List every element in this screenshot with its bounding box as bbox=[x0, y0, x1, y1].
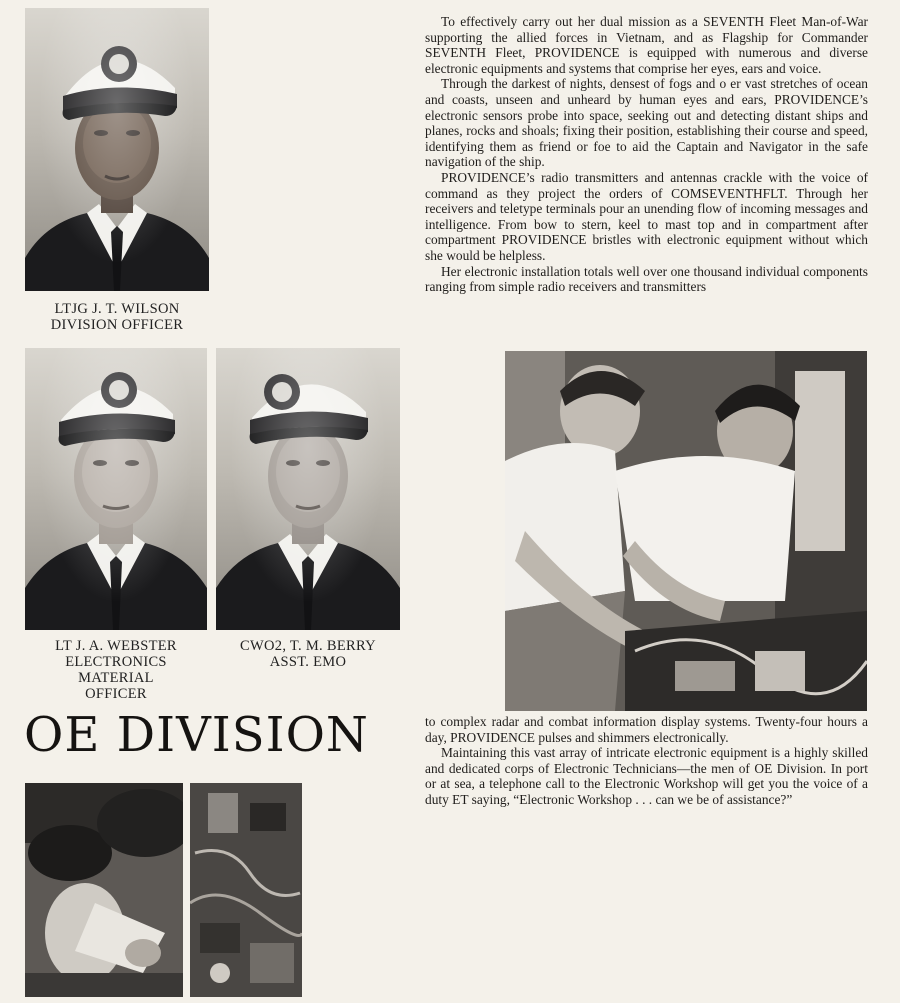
caption-line: CWO2, T. M. BERRY bbox=[240, 638, 376, 654]
caption-line: ELECTRONICS bbox=[65, 654, 167, 670]
caption-line: MATERIAL bbox=[78, 670, 154, 686]
division-title: OE DIVISION bbox=[24, 707, 369, 763]
portrait-webster-caption bbox=[25, 638, 207, 702]
article-paragraph: Her electronic installation totals well over one thousand individual components ranging from simple radio receivers and transmitters bbox=[425, 263, 868, 295]
article-upper-column bbox=[425, 14, 868, 295]
portrait-wilson-caption bbox=[25, 301, 209, 333]
caption-line: LTJG J. T. WILSON bbox=[54, 301, 180, 317]
article-paragraph: PROVIDENCE’s radio transmitters and antennas crackle with the voice of command as they project the orders of COMSEVENTHFLT. Through her receivers and teletype terminals pour an unending flow of incoming messages and intelligence. From bow to stern, keel to mast top and in compartment after compartment PROVIDENCE bristles with electronic equipment without which she would be helpless. bbox=[425, 169, 868, 263]
caption-line: LT J. A. WEBSTER bbox=[55, 638, 177, 654]
portrait-berry-caption bbox=[216, 638, 400, 670]
article-paragraph: Maintaining this vast array of intricate electronic equipment is a highly skilled and dedicated corps of Electronic Technicians—the men of OE Division. In port or at sea, a telephone call to the Electronic Workshop will get you the voice of a duty ET saying, “Electronic Workshop . . . can we be of assistance?” bbox=[425, 745, 868, 807]
technicians-closeup-photo bbox=[25, 783, 183, 997]
portrait-wilson-photo bbox=[25, 8, 209, 291]
equipment-panel-photo bbox=[190, 783, 302, 997]
article-paragraph: Through the darkest of nights, densest of fogs and o er vast stretches of ocean and coasts, unseen and unheard by human eyes and ears, PROVIDENCE’s electronic sensors probe into space, seeking out and detecting distant ships and planes, rocks and shoals; fixing their position, establishing their course and speed, identifying them as friend or foe to aid the Captain and Navigator in the safe navigation of the ship. bbox=[425, 76, 868, 170]
article-paragraph: to complex radar and combat information display systems. Twenty-four hours a day, PROVIDENCE pulses and shimmers electronically. bbox=[425, 714, 868, 745]
technicians-at-equipment-photo bbox=[505, 351, 867, 711]
article-paragraph: To effectively carry out her dual mission as a SEVENTH Fleet Man-of-War supporting the allied forces in Vietnam, and as Flagship for Commander SEVENTH Fleet, PROVIDENCE is equipped with numerous and diverse electronic equipments and systems that comprise her eyes, ears and voice. bbox=[425, 14, 868, 76]
article-lower-column bbox=[425, 714, 868, 808]
caption-line: DIVISION OFFICER bbox=[50, 317, 184, 333]
caption-line: OFFICER bbox=[85, 686, 147, 702]
portrait-berry-photo bbox=[216, 348, 400, 630]
caption-line: ASST. EMO bbox=[269, 654, 347, 670]
portrait-webster-photo bbox=[25, 348, 207, 630]
